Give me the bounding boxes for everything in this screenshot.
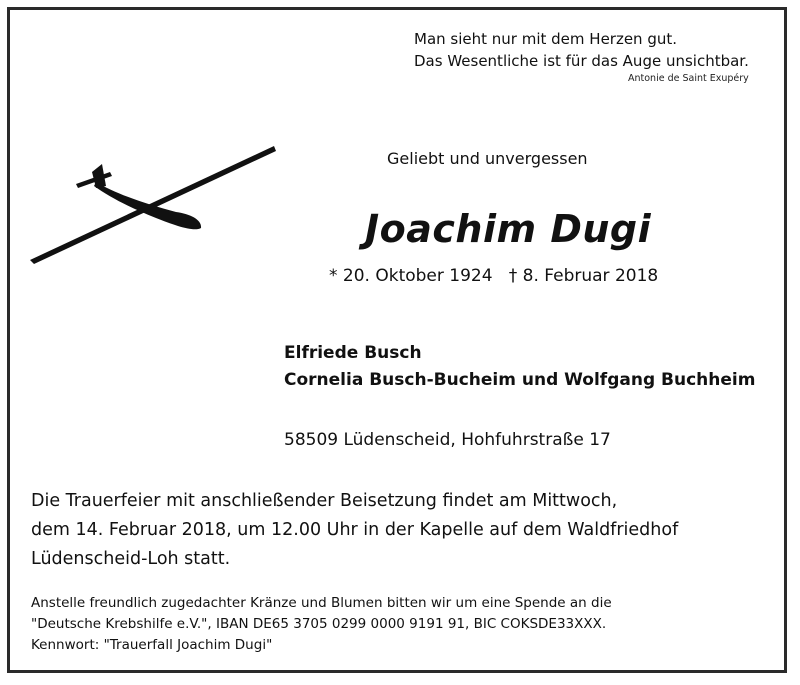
donation-line: Anstelle freundlich zugedachter Kränze und Blumen bitten wir um eine Spende an die (31, 595, 612, 611)
ceremony-line: Lüdenscheid-Loh statt. (31, 549, 231, 569)
donation-line: Kennwort: "Trauerfall Joachim Dugi" (31, 637, 273, 653)
glider-icon (26, 142, 278, 264)
address: 58509 Lüdenscheid, Hohfuhrstraße 17 (284, 430, 611, 450)
quote-author: Antonie de Saint Exupéry (628, 73, 749, 84)
quote-line-1: Man sieht nur mit dem Herzen gut. (414, 30, 678, 48)
deceased-name: Joachim Dugi (365, 207, 652, 251)
donation-line: "Deutsche Krebshilfe e.V.", IBAN DE65 3705 0299 0000 9191 91, BIC COKSDE33XXX. (31, 616, 607, 632)
ceremony-line: dem 14. Februar 2018, um 12.00 Uhr in der Kapelle auf dem Waldfriedhof (31, 520, 679, 540)
mourner-name: Cornelia Busch-Bucheim und Wolfgang Buchheim (284, 370, 756, 390)
mourner-name: Elfriede Busch (284, 343, 422, 363)
quote-line-2: Das Wesentliche ist für das Auge unsichtbar. (414, 52, 749, 70)
subtitle: Geliebt und unvergessen (387, 149, 588, 168)
ceremony-line: Die Trauerfeier mit anschließender Beisetzung findet am Mittwoch, (31, 491, 618, 511)
life-dates: * 20. Oktober 1924 † 8. Februar 2018 (329, 266, 659, 286)
